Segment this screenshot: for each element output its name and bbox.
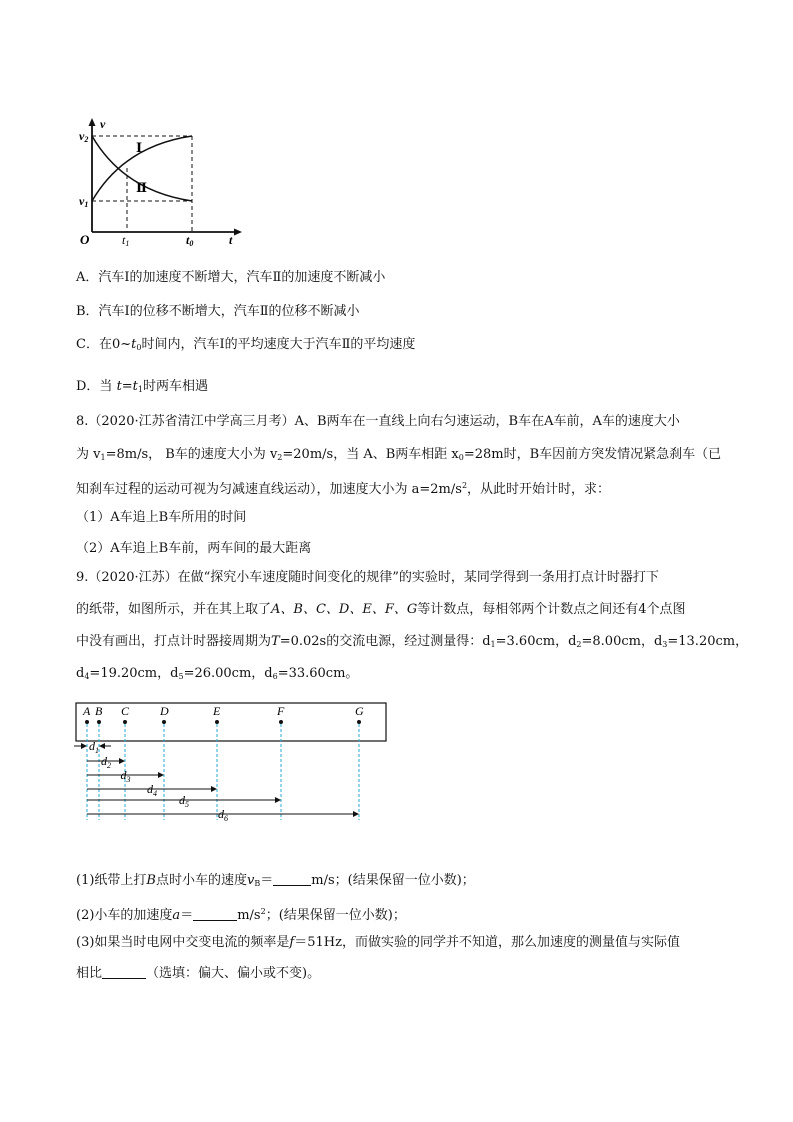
option-c: C．在$0\sim t_0$时间内，汽车Ⅰ的平均速度大于汽车Ⅱ的平均速度 bbox=[76, 337, 416, 352]
tape-dot-a bbox=[85, 720, 89, 724]
option-b: B．汽车Ⅰ的位移不断增大，汽车Ⅱ的位移不断减小 bbox=[76, 304, 360, 319]
q8-line-2: 为 $v_1=8m/s$， B车的速度大小为 $v_2=20m/s$，当 A、B两车相距 $x_0=28m$时，B车因前方突发情况紧急刹车（已 bbox=[76, 447, 722, 462]
v-axis-arrow bbox=[89, 118, 96, 126]
answer-blank-3[interactable] bbox=[102, 966, 146, 979]
q9-line-3: 中没有画出，打点计时器接周期为T=0.02s的交流电源，经过测量得：$d_1=3.60cm$，$d_2=8.00cm$，$d_3=13.20cm$， bbox=[76, 634, 749, 649]
v-axis-label: v bbox=[100, 117, 106, 131]
curve-1-label: Ⅰ bbox=[136, 140, 143, 155]
q9-sub-3-cont: 相比 （选填：偏大、偏小或不变)。 bbox=[76, 966, 321, 981]
d4-label: $d_4$ bbox=[147, 782, 157, 798]
t-axis-label: t bbox=[229, 233, 233, 247]
vt-graph bbox=[76, 112, 246, 247]
v2-label: v2 bbox=[79, 129, 89, 144]
q8-part-1: （1）A车追上B车所用的时间 bbox=[76, 510, 247, 525]
q8-line-3: 知刹车过程的运动可视为匀减速直线运动），加速度大小为 $a=2m/s^2$，从此时开始计时，求： bbox=[76, 481, 611, 497]
tape-point-b: B bbox=[95, 704, 103, 718]
v1-label: v1 bbox=[79, 194, 89, 209]
tape-dot-e bbox=[215, 720, 219, 724]
d1-label: $d_1$ bbox=[89, 739, 99, 755]
q8-part-2: （2）A车追上B车前，两车间的最大距离 bbox=[76, 541, 312, 556]
d5-label: $d_5$ bbox=[179, 793, 189, 809]
tape-point-f: F bbox=[277, 704, 285, 718]
q9-line-1: 9.（2020·江苏）在做“探究小车速度随时间变化的规律”的实验时，某同学得到一条用打点计时器打下 bbox=[76, 570, 659, 585]
tape-point-a: A bbox=[83, 704, 91, 718]
tape-point-d: D bbox=[160, 704, 169, 718]
q8-line-1: 8.（2020·江苏省清江中学高三月考）A、B两车在一直线上向右匀速运动，B车在A车前，A车的速度大小 bbox=[76, 414, 680, 429]
curve-2-label: Ⅱ bbox=[136, 180, 147, 195]
answer-blank-1[interactable] bbox=[273, 873, 311, 886]
d6-label: $d_6$ bbox=[218, 807, 228, 823]
tape-dot-f bbox=[279, 720, 283, 724]
tape-point-c: C bbox=[121, 704, 130, 718]
d3-label: $d_3$ bbox=[120, 768, 131, 784]
tape-dot-c bbox=[123, 720, 127, 724]
tape-dot-b bbox=[97, 720, 101, 724]
q9-line-2: 的纸带，如图所示，并在其上取了A、B、C、D、E、F、G等计数点，每相邻两个计数点之间还有4个点图 bbox=[76, 602, 686, 617]
tape-dot-d bbox=[162, 720, 166, 724]
q9-line-4: $d_4=19.20cm$，$d_5=26.00cm$，$d_6=33.60cm$。 bbox=[76, 666, 359, 681]
option-d: D．当 $t=t_1$时两车相遇 bbox=[76, 379, 209, 394]
q9-sub-1: (1)纸带上打B点时小车的速度$v_B= m/s$；(结果保留一位小数)； bbox=[76, 873, 475, 888]
t-axis-arrow bbox=[234, 229, 242, 236]
q9-sub-2: (2)小车的加速度$a= m/s^2$；(结果保留一位小数)； bbox=[76, 907, 406, 923]
tape-point-e: E bbox=[213, 704, 221, 718]
t0-label: t0 bbox=[186, 233, 194, 247]
t1-label: t1 bbox=[122, 233, 130, 247]
option-a: A．汽车Ⅰ的加速度不断增大，汽车Ⅱ的加速度不断减小 bbox=[76, 270, 386, 285]
tape-dot-g bbox=[357, 720, 361, 724]
answer-blank-2[interactable] bbox=[193, 908, 237, 921]
tape-point-g: G bbox=[355, 704, 364, 718]
q9-sub-3: (3)如果当时电网中交变电流的频率是f＝51Hz，而做实验的同学并不知道，那么加速度的测量值与实际值 bbox=[76, 935, 680, 950]
d2-label: $d_2$ bbox=[101, 754, 111, 770]
paper-tape-diagram bbox=[72, 698, 392, 828]
origin-label: O bbox=[80, 232, 90, 247]
